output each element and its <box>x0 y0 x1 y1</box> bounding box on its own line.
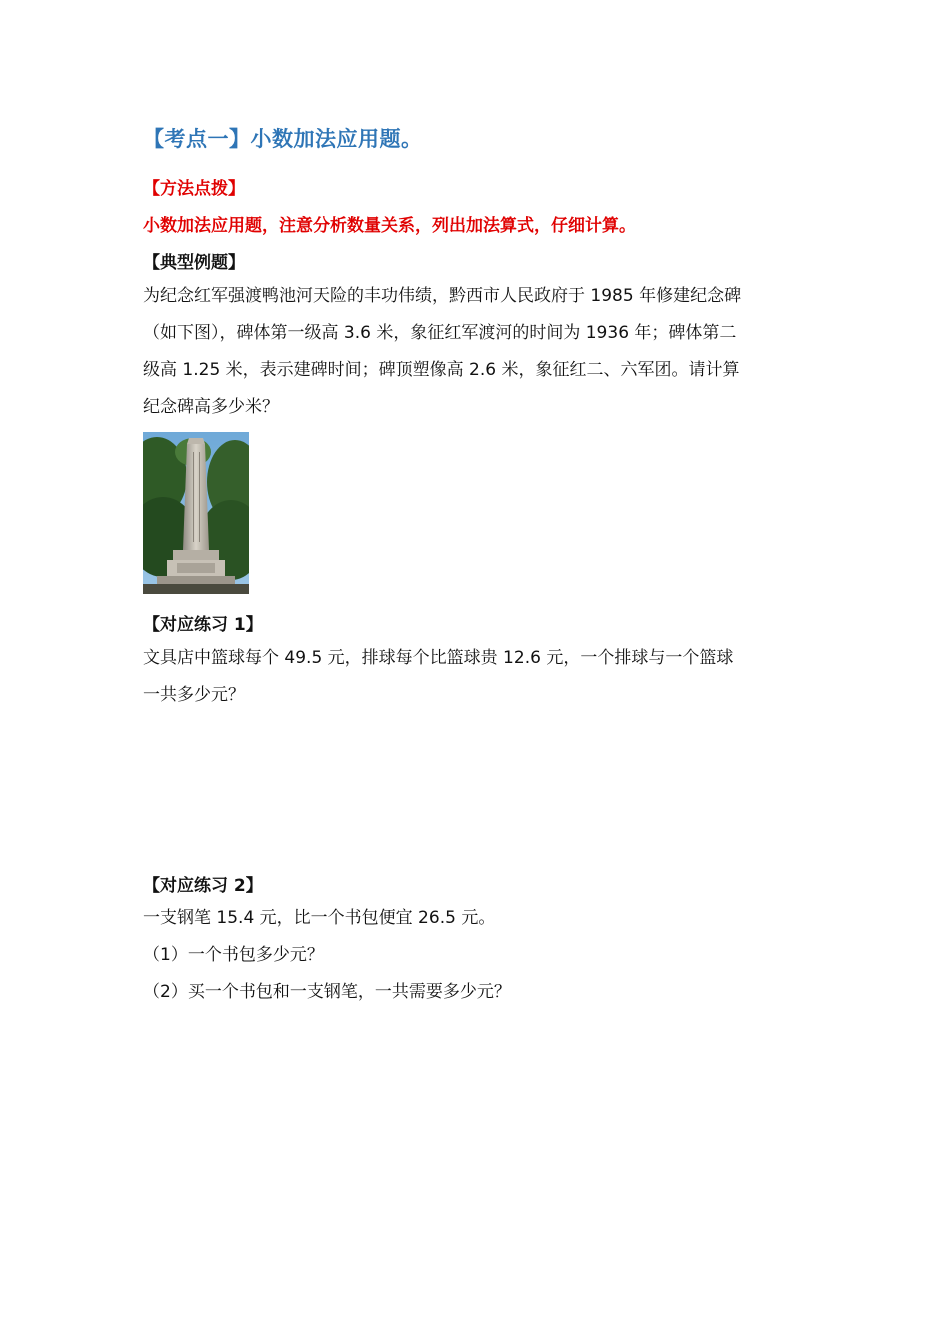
practice2-line: （2）买一个书包和一支钢笔，一共需要多少元？ <box>143 982 511 1002</box>
method-text: 小数加法应用题，注意分析数量关系，列出加法算式，仔细计算。 <box>143 216 636 236</box>
example-paragraph <box>143 278 741 426</box>
practice2-paragraph <box>143 900 511 1011</box>
method-heading: 【方法点拨】 <box>143 179 245 199</box>
example-line: 级高 1.25 米，表示建碑时间；碑顶塑像高 2.6 米，象征红二、六军团。请计算 <box>143 360 740 380</box>
practice1-paragraph <box>143 640 733 714</box>
section-title: 【考点一】小数加法应用题。 <box>143 127 423 151</box>
practice2-line: 一支钢笔 15.4 元，比一个书包便宜 26.5 元。 <box>143 908 496 928</box>
monument-photo <box>143 432 249 594</box>
practice2-heading: 【对应练习 2】 <box>143 876 263 896</box>
practice2-line: （1）一个书包多少元？ <box>143 945 324 965</box>
practice1-line: 一共多少元？ <box>143 685 245 705</box>
example-line: （如下图），碑体第一级高 3.6 米，象征红军渡河的时间为 1936 年；碑体第二 <box>143 323 737 343</box>
example-line: 纪念碑高多少米？ <box>143 397 279 417</box>
example-line: 为纪念红军强渡鸭池河天险的丰功伟绩，黔西市人民政府于 1985 年修建纪念碑 <box>143 286 742 306</box>
practice1-line: 文具店中篮球每个 49.5 元，排球每个比篮球贵 12.6 元，一个排球与一个篮球 <box>143 648 734 668</box>
example-heading: 【典型例题】 <box>143 253 245 273</box>
monument-image <box>143 432 249 594</box>
practice1-heading: 【对应练习 1】 <box>143 615 263 635</box>
